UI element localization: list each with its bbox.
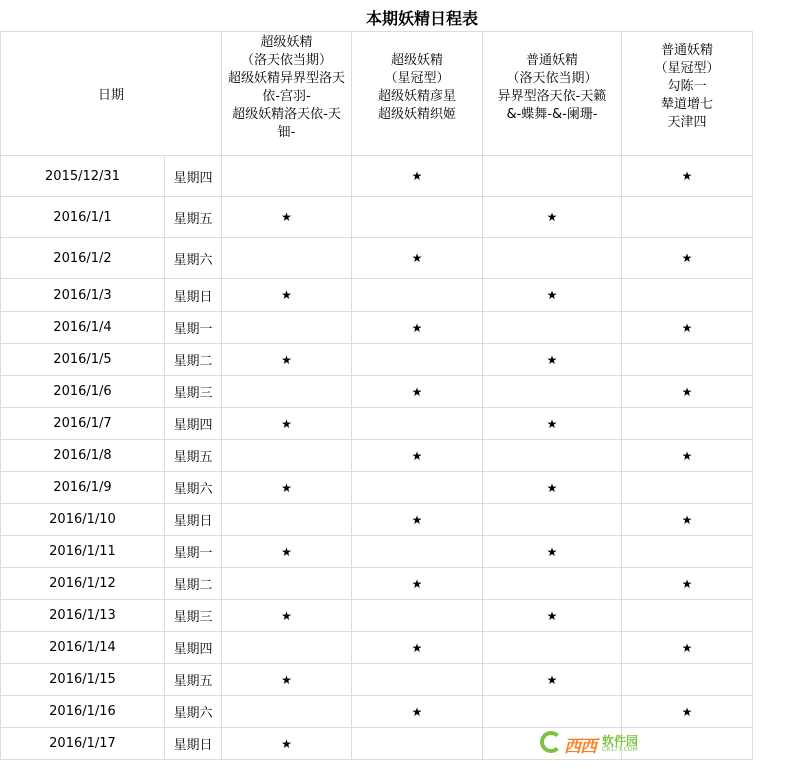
schedule-mark-cell: ★ <box>622 696 753 728</box>
table-row <box>1 197 793 238</box>
empty-cell <box>753 472 793 504</box>
watermark-site-text: 软件园 <box>602 734 639 748</box>
schedule-mark-cell: ★ <box>622 632 753 664</box>
date-cell: 2016/1/9 <box>1 472 165 504</box>
table-row <box>1 600 793 632</box>
table-row <box>1 536 793 568</box>
schedule-mark-cell: ★ <box>222 728 352 760</box>
table-row <box>1 279 793 312</box>
weekday-cell: 星期六 <box>165 696 222 728</box>
empty-cell <box>753 568 793 600</box>
empty-cell <box>753 504 793 536</box>
table-row <box>1 440 793 472</box>
schedule-mark-cell: ★ <box>222 664 352 696</box>
table-row <box>1 696 793 728</box>
header-line: （洛天依当期） <box>506 71 598 86</box>
watermark-logo-text: 西西 <box>564 737 596 757</box>
schedule-mark-cell <box>222 156 352 197</box>
table-row <box>1 472 793 504</box>
schedule-mark-cell <box>352 728 483 760</box>
schedule-mark-cell: ★ <box>222 344 352 376</box>
watermark-url-text: CR173.COM <box>602 746 638 753</box>
schedule-mark-cell <box>222 696 352 728</box>
schedule-mark-cell: ★ <box>483 344 622 376</box>
weekday-cell: 星期六 <box>165 238 222 279</box>
schedule-mark-cell: ★ <box>352 568 483 600</box>
weekday-cell: 星期二 <box>165 344 222 376</box>
schedule-mark-cell <box>352 408 483 440</box>
schedule-mark-cell: ★ <box>352 696 483 728</box>
weekday-cell: 星期日 <box>165 279 222 312</box>
date-cell: 2016/1/1 <box>1 197 165 238</box>
schedule-mark-cell <box>222 238 352 279</box>
date-cell: 2016/1/11 <box>1 536 165 568</box>
schedule-mark-cell: ★ <box>622 376 753 408</box>
header-line: 勾陈一 <box>667 79 707 94</box>
date-cell: 2016/1/10 <box>1 504 165 536</box>
schedule-mark-cell: ★ <box>483 664 622 696</box>
schedule-mark-cell <box>222 312 352 344</box>
schedule-mark-cell: ★ <box>222 472 352 504</box>
empty-cell <box>753 632 793 664</box>
schedule-mark-cell <box>483 632 622 664</box>
schedule-mark-cell <box>222 568 352 600</box>
empty-cell <box>753 696 793 728</box>
date-cell: 2016/1/13 <box>1 600 165 632</box>
table-title: 本期妖精日程表 <box>365 9 478 28</box>
header-col-4 <box>622 32 753 156</box>
header-date: 日期 <box>1 32 222 156</box>
date-cell: 2016/1/12 <box>1 568 165 600</box>
schedule-mark-cell <box>622 197 753 238</box>
table-row <box>1 344 793 376</box>
schedule-mark-cell <box>483 376 622 408</box>
header-col-3 <box>483 32 622 156</box>
schedule-mark-cell: ★ <box>222 536 352 568</box>
table-row <box>1 504 793 536</box>
schedule-mark-cell: ★ <box>352 156 483 197</box>
weekday-cell: 星期三 <box>165 376 222 408</box>
date-cell: 2016/1/15 <box>1 664 165 696</box>
schedule-mark-cell: ★ <box>483 408 622 440</box>
empty-cell <box>753 312 793 344</box>
schedule-mark-cell <box>352 600 483 632</box>
empty-cell <box>753 376 793 408</box>
header-col-2 <box>352 32 483 156</box>
schedule-mark-cell: ★ <box>222 279 352 312</box>
empty-cell <box>753 728 793 760</box>
table-row <box>1 312 793 344</box>
schedule-mark-cell <box>483 568 622 600</box>
date-cell: 2016/1/3 <box>1 279 165 312</box>
date-cell: 2016/1/2 <box>1 238 165 279</box>
schedule-mark-cell: ★ <box>622 238 753 279</box>
schedule-mark-cell <box>622 664 753 696</box>
schedule-mark-cell: ★ <box>483 279 622 312</box>
schedule-mark-cell <box>352 197 483 238</box>
schedule-mark-cell: ★ <box>622 312 753 344</box>
header-col-1 <box>222 32 352 156</box>
header-line: （星冠型） <box>654 61 720 76</box>
empty-cell <box>753 536 793 568</box>
table-row <box>1 664 793 696</box>
date-cell: 2016/1/14 <box>1 632 165 664</box>
schedule-mark-cell <box>483 312 622 344</box>
schedule-mark-cell <box>352 279 483 312</box>
header-line: 钿- <box>277 125 296 140</box>
schedule-mark-cell <box>622 472 753 504</box>
schedule-mark-cell <box>483 504 622 536</box>
empty-cell <box>753 408 793 440</box>
table-row <box>1 728 793 760</box>
schedule-mark-cell: ★ <box>352 440 483 472</box>
schedule-mark-cell <box>483 696 622 728</box>
header-line: 天津四 <box>667 115 707 130</box>
weekday-cell: 星期一 <box>165 312 222 344</box>
schedule-mark-cell: ★ <box>483 472 622 504</box>
table-row <box>1 408 793 440</box>
empty-cell <box>753 156 793 197</box>
empty-cell <box>753 440 793 472</box>
schedule-mark-cell: ★ <box>222 408 352 440</box>
empty-cell <box>753 197 793 238</box>
schedule-mark-cell <box>622 600 753 632</box>
schedule-mark-cell <box>622 279 753 312</box>
date-cell: 2016/1/7 <box>1 408 165 440</box>
schedule-mark-cell: ★ <box>352 504 483 536</box>
schedule-mark-cell <box>352 664 483 696</box>
weekday-cell: 星期二 <box>165 568 222 600</box>
table-row <box>1 632 793 664</box>
schedule-mark-cell: ★ <box>483 197 622 238</box>
empty-cell <box>753 238 793 279</box>
schedule-mark-cell <box>352 536 483 568</box>
schedule-mark-cell <box>622 408 753 440</box>
schedule-mark-cell <box>352 472 483 504</box>
weekday-cell: 星期五 <box>165 440 222 472</box>
header-line: 普通妖精 <box>660 43 713 58</box>
date-cell: 2016/1/5 <box>1 344 165 376</box>
header-line: （洛天依当期） <box>240 53 332 68</box>
header-row <box>1 32 793 156</box>
empty-cell <box>753 600 793 632</box>
schedule-mark-cell: ★ <box>622 156 753 197</box>
schedule-mark-cell <box>483 238 622 279</box>
date-cell: 2016/1/17 <box>1 728 165 760</box>
header-line: &-蝶舞-&-阑珊- <box>506 107 598 122</box>
weekday-cell: 星期三 <box>165 600 222 632</box>
empty-column <box>753 32 793 156</box>
header-line: 普通妖精 <box>525 53 578 68</box>
empty-cell <box>753 344 793 376</box>
header-line: （星冠型） <box>384 71 450 86</box>
schedule-mark-cell <box>483 156 622 197</box>
schedule-mark-cell <box>622 536 753 568</box>
header-line: 超级妖精织姬 <box>377 107 456 122</box>
weekday-cell: 星期四 <box>165 156 222 197</box>
schedule-mark-cell <box>622 344 753 376</box>
schedule-mark-cell: ★ <box>352 312 483 344</box>
schedule-mark-cell <box>222 504 352 536</box>
weekday-cell: 星期四 <box>165 632 222 664</box>
schedule-mark-cell <box>222 632 352 664</box>
weekday-cell: 星期日 <box>165 728 222 760</box>
date-cell: 2016/1/6 <box>1 376 165 408</box>
table-row <box>1 376 793 408</box>
header-line: 异界型洛天依-天籁 <box>497 89 607 104</box>
schedule-mark-cell: ★ <box>622 504 753 536</box>
schedule-mark-cell: ★ <box>352 376 483 408</box>
schedule-mark-cell: ★ <box>483 536 622 568</box>
weekday-cell: 星期六 <box>165 472 222 504</box>
empty-cell <box>753 279 793 312</box>
table-body <box>1 156 793 760</box>
watermark-c-icon <box>540 731 562 753</box>
empty-cell <box>753 664 793 696</box>
schedule-mark-cell: ★ <box>352 632 483 664</box>
table-row <box>1 568 793 600</box>
schedule-mark-cell <box>352 344 483 376</box>
header-line: 超级妖精 <box>260 35 313 50</box>
schedule-mark-cell: ★ <box>483 600 622 632</box>
schedule-mark-cell <box>483 440 622 472</box>
schedule-mark-cell <box>222 376 352 408</box>
table-row <box>1 238 793 279</box>
header-line: 超级妖精洛天依-天 <box>232 107 341 122</box>
watermark-logo <box>540 730 656 756</box>
schedule-table <box>0 31 793 760</box>
date-cell: 2016/1/16 <box>1 696 165 728</box>
table-row <box>1 156 793 197</box>
weekday-cell: 星期五 <box>165 197 222 238</box>
date-cell: 2015/12/31 <box>1 156 165 197</box>
date-cell: 2016/1/4 <box>1 312 165 344</box>
schedule-mark-cell: ★ <box>222 197 352 238</box>
schedule-mark-cell: ★ <box>352 238 483 279</box>
schedule-mark-cell: ★ <box>622 440 753 472</box>
schedule-mark-cell: ★ <box>622 568 753 600</box>
header-line: 超级妖精异界型洛天 <box>227 71 345 86</box>
date-cell: 2016/1/8 <box>1 440 165 472</box>
weekday-cell: 星期五 <box>165 664 222 696</box>
schedule-mark-cell <box>222 440 352 472</box>
weekday-cell: 星期日 <box>165 504 222 536</box>
weekday-cell: 星期四 <box>165 408 222 440</box>
header-line: 超级妖精 <box>390 53 443 68</box>
header-line: 依-宫羽- <box>262 89 311 104</box>
schedule-mark-cell: ★ <box>222 600 352 632</box>
header-line: 超级妖精彦星 <box>377 89 456 104</box>
weekday-cell: 星期一 <box>165 536 222 568</box>
header-line: 辇道增七 <box>660 97 713 112</box>
